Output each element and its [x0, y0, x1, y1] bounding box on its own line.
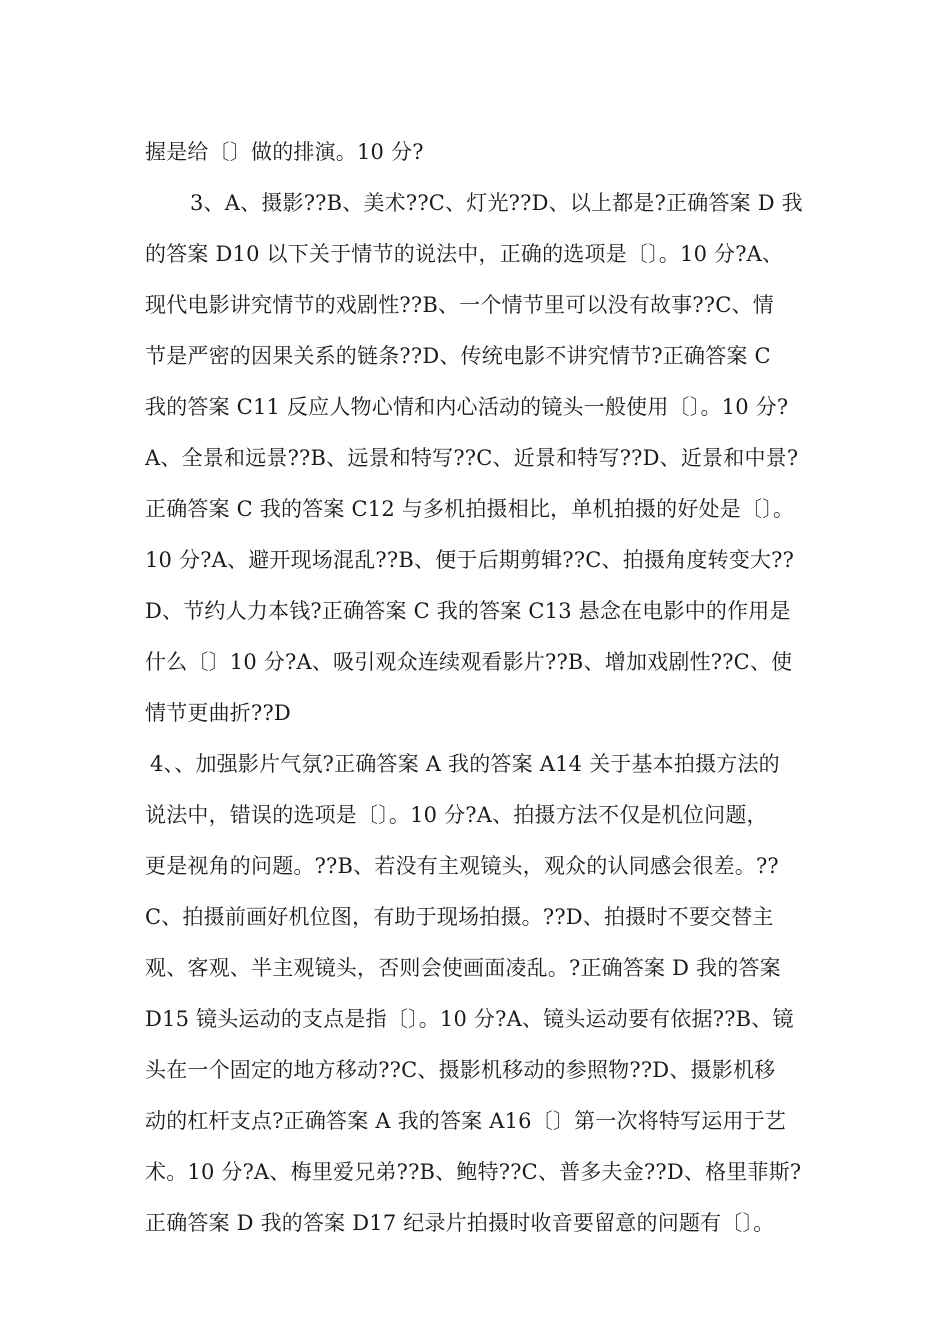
- text-line: 的答案 D10 以下关于情节的说法中，正确的选项是〔〕。10 分?A、: [145, 242, 784, 266]
- text-line: 4、、加强影片气氛?正确答案 A 我的答案 A14 关于基本拍摄方法的: [150, 752, 780, 776]
- text-line: 动的杠杆支点?正确答案 A 我的答案 A16〔〕第一次将特写运用于艺: [145, 1109, 787, 1133]
- text-line: 什么〔〕10 分?A、吸引观众连续观看影片??B、增加戏剧性??C、使: [145, 650, 793, 674]
- text-line: 头在一个固定的地方移动??C、摄影机移动的参照物??D、摄影机移: [145, 1058, 776, 1082]
- text-line: 我的答案 C11 反应人物心情和内心活动的镜头一般使用〔〕。10 分?: [145, 395, 789, 419]
- text-line: 观、客观、半主观镜头，否则会使画面凌乱。?正确答案 D 我的答案: [145, 956, 781, 980]
- text-line: 术。10 分?A、梅里爱兄弟??B、鲍特??C、普多夫金??D、格里菲斯?: [145, 1160, 802, 1184]
- text-line: A、全景和远景??B、远景和特写??C、近景和特写??D、近景和中景?: [145, 446, 799, 470]
- text-line: C、拍摄前画好机位图，有助于现场拍摄。??D、拍摄时不要交替主: [145, 905, 774, 929]
- text-line: 说法中，错误的选项是〔〕。10 分?A、拍摄方法不仅是机位问题，: [145, 803, 768, 827]
- text-line: 节是严密的因果关系的链条??D、传统电影不讲究情节?正确答案 C: [145, 344, 771, 368]
- text-line: D15 镜头运动的支点是指〔〕。10 分?A、镜头运动要有依据??B、镜: [145, 1007, 794, 1031]
- text-line: D、节约人力本钱?正确答案 C 我的答案 C13 悬念在电影中的作用是: [145, 599, 791, 623]
- text-line: 握是给〔〕做的排演。10 分?: [145, 140, 424, 164]
- text-line: 正确答案 C 我的答案 C12 与多机拍摄相比，单机拍摄的好处是〔〕。: [145, 497, 795, 521]
- text-line: 情节更曲折??D: [145, 701, 291, 725]
- text-line: 现代电影讲究情节的戏剧性??B、一个情节里可以没有故事??C、情: [145, 293, 774, 317]
- text-line: 更是视角的问题。??B、若没有主观镜头，观众的认同感会很差。??: [145, 854, 779, 878]
- text-line: 正确答案 D 我的答案 D17 纪录片拍摄时收音要留意的问题有〔〕。: [145, 1211, 775, 1235]
- text-line: 10 分?A、避开现场混乱??B、便于后期剪辑??C、拍摄角度转变大??: [145, 548, 795, 572]
- text-line: 3、A、摄影??B、美术??C、灯光??D、以上都是?正确答案 D 我: [190, 191, 803, 215]
